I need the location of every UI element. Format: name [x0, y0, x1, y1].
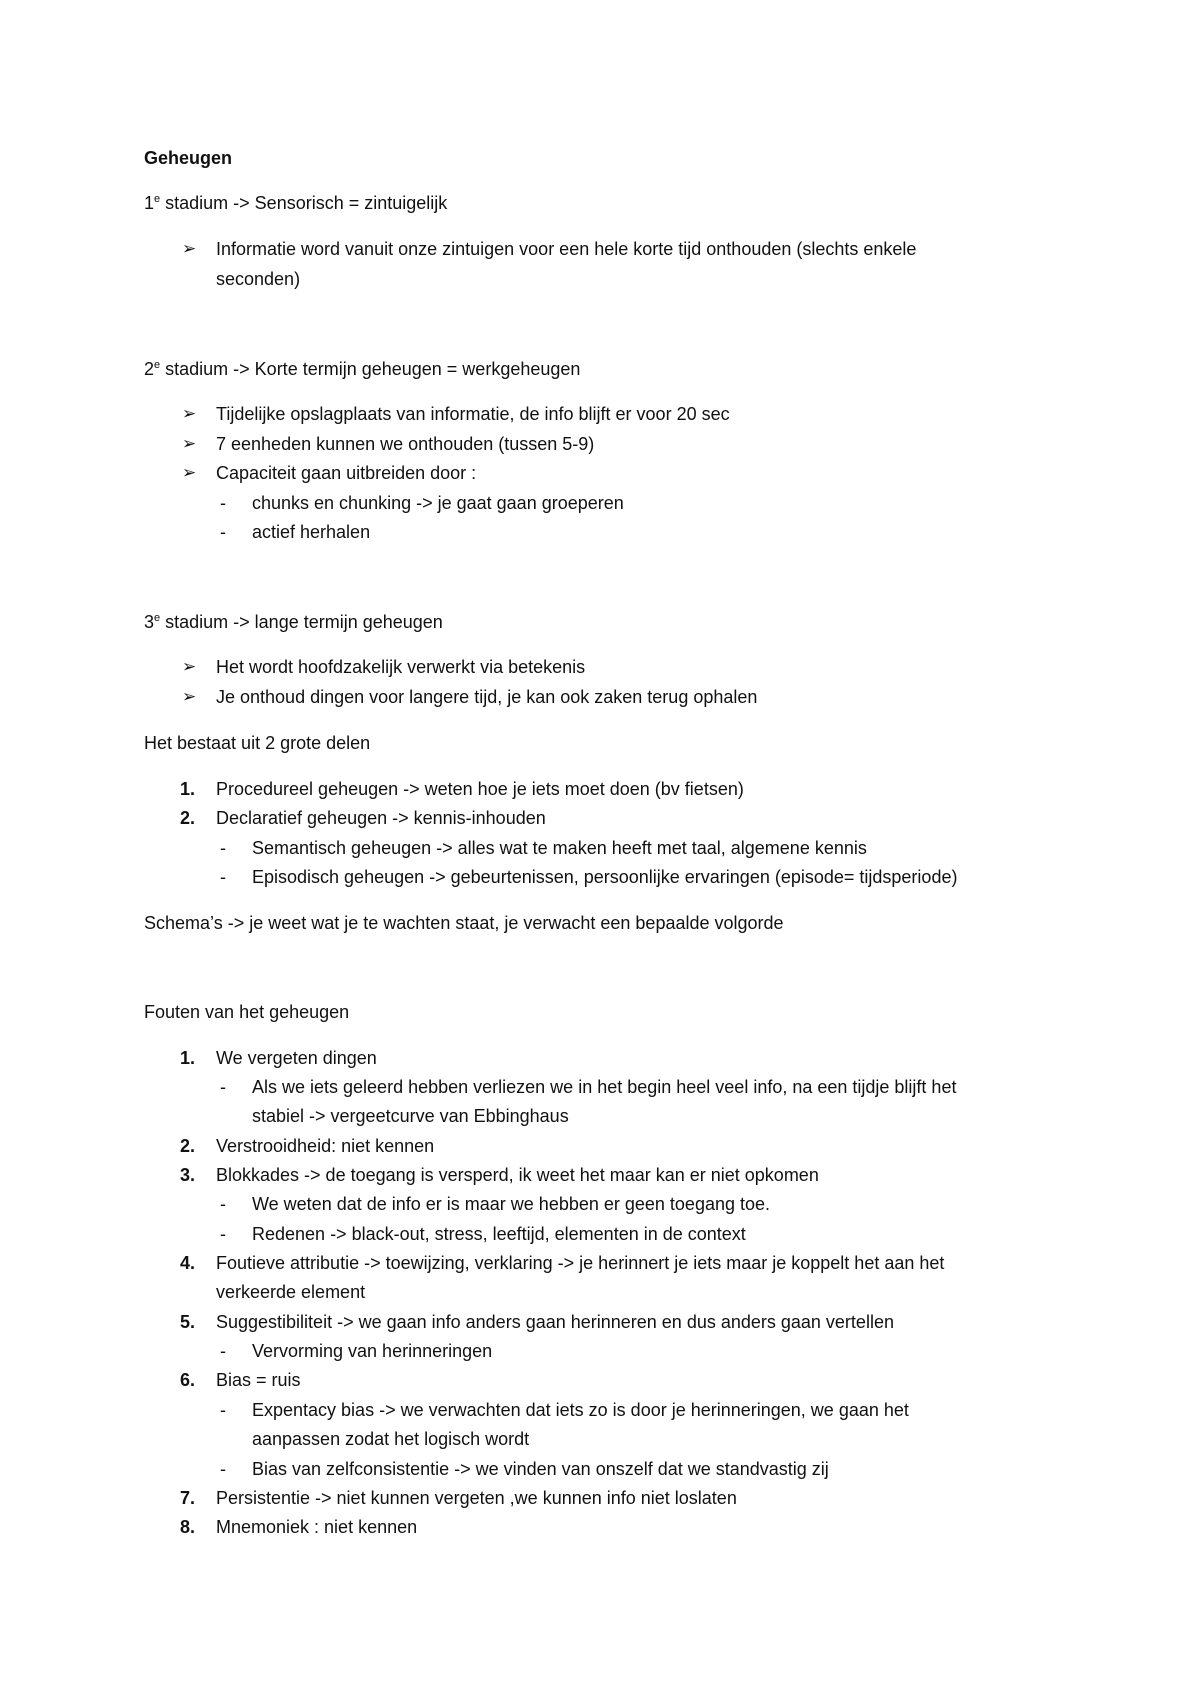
arrow-bullet-icon: ➢: [182, 657, 197, 676]
errors-dash-item: Vervorming van herinneringen: [252, 1341, 493, 1361]
stage2-superscript: e: [154, 359, 161, 371]
dash-bullet: -: [220, 493, 226, 513]
parts-dash-item: Episodisch geheugen -> gebeurtenissen, persoonlijke ervaringen (episode= tijdsperiode): [252, 867, 958, 887]
list-number: 7.: [180, 1488, 196, 1508]
list-number: 1.: [180, 779, 196, 799]
errors-dash-item: Expentacy bias -> we verwachten dat iets zo is door je herinneringen, we gaan het: [252, 1400, 909, 1420]
errors-item: We vergeten dingen: [216, 1048, 377, 1068]
dash-bullet: -: [220, 1194, 226, 1214]
dash-bullet: -: [220, 522, 226, 542]
errors-item: Persistentie -> niet kunnen vergeten ,we kunnen info niet loslaten: [216, 1488, 737, 1508]
dash-bullet: -: [220, 838, 226, 858]
stage3-heading: [144, 611, 443, 633]
dash-bullet: -: [220, 1400, 226, 1420]
stage3-superscript: e: [154, 612, 161, 624]
errors-item: Verstrooidheid: niet kennen: [216, 1136, 435, 1156]
stage3-bullet: Je onthoud dingen voor langere tijd, je kan ook zaken terug ophalen: [216, 687, 758, 707]
stage1-number: 1: [144, 193, 155, 213]
list-number: 1.: [180, 1048, 196, 1068]
errors-item: Foutieve attributie -> toewijzing, verklaring -> je herinnert je iets maar je koppelt het aan het: [216, 1253, 945, 1273]
stage1-bullet-line2: seconden): [216, 269, 301, 289]
dash-bullet: -: [220, 1077, 226, 1097]
parts-intro: Het bestaat uit 2 grote delen: [144, 733, 371, 753]
page-title: Geheugen: [144, 148, 233, 168]
list-number: 5.: [180, 1312, 196, 1332]
errors-dash-item-cont: aanpassen zodat het logisch wordt: [252, 1429, 530, 1449]
stage3-bullet: Het wordt hoofdzakelijk verwerkt via betekenis: [216, 657, 586, 677]
errors-item: Blokkades -> de toegang is versperd, ik weet het maar kan er niet opkomen: [216, 1165, 819, 1185]
dash-bullet: -: [220, 1224, 226, 1244]
errors-item: Bias = ruis: [216, 1370, 301, 1390]
stage2-bullet: 7 eenheden kunnen we onthouden (tussen 5-9): [216, 434, 595, 454]
stage2-number: 2: [144, 359, 155, 379]
arrow-bullet-icon: ➢: [182, 404, 197, 423]
list-number: 8.: [180, 1517, 196, 1537]
list-number: 3.: [180, 1165, 196, 1185]
errors-item: Suggestibiliteit -> we gaan info anders gaan herinneren en dus anders gaan vertellen: [216, 1312, 894, 1332]
list-number: 2.: [180, 808, 196, 828]
errors-heading: Fouten van het geheugen: [144, 1002, 350, 1022]
stage2-bullet: Capaciteit gaan uitbreiden door :: [216, 463, 477, 483]
stage1-superscript: e: [154, 193, 161, 205]
errors-dash-item: Bias van zelfconsistentie -> we vinden van onszelf dat we standvastig zij: [252, 1459, 829, 1479]
list-number: 6.: [180, 1370, 196, 1390]
stage3-number: 3: [144, 612, 155, 632]
dash-bullet: -: [220, 1459, 226, 1479]
stage1-bullet-line1: Informatie word vanuit onze zintuigen voor een hele korte tijd onthouden (slechts enkele: [216, 239, 917, 259]
arrow-bullet-icon: ➢: [182, 434, 197, 453]
dash-bullet: -: [220, 1341, 226, 1361]
dash-bullet: -: [220, 867, 226, 887]
parts-dash-item: Semantisch geheugen -> alles wat te maken heeft met taal, algemene kennis: [252, 838, 867, 858]
arrow-bullet-icon: ➢: [182, 687, 197, 706]
errors-dash-item: Als we iets geleerd hebben verliezen we in het begin heel veel info, na een tijdje blijft het: [252, 1077, 957, 1097]
errors-dash-item-cont: stabiel -> vergeetcurve van Ebbinghaus: [252, 1106, 569, 1126]
schemas-line: Schema’s -> je weet wat je te wachten staat, je verwacht een bepaalde volgorde: [144, 913, 784, 933]
list-number: 2.: [180, 1136, 196, 1156]
stage1-text: stadium -> Sensorisch = zintuigelijk: [160, 193, 448, 213]
stage2-dash-item: actief herhalen: [252, 522, 371, 542]
stage3-text: stadium -> lange termijn geheugen: [160, 612, 443, 632]
errors-item: Mnemoniek : niet kennen: [216, 1517, 418, 1537]
stage2-text: stadium -> Korte termijn geheugen = werkgeheugen: [160, 359, 581, 379]
stage2-dash-item: chunks en chunking -> je gaat gaan groeperen: [252, 493, 624, 513]
arrow-bullet-icon: ➢: [182, 463, 197, 482]
arrow-bullet-icon: ➢: [182, 239, 197, 258]
parts-item: Procedureel geheugen -> weten hoe je iets moet doen (bv fietsen): [216, 779, 744, 799]
stage2-heading: [144, 358, 580, 380]
stage2-bullet: Tijdelijke opslagplaats van informatie, de info blijft er voor 20 sec: [216, 404, 730, 424]
stage1-heading: [144, 192, 447, 214]
errors-dash-item: Redenen -> black-out, stress, leeftijd, elementen in de context: [252, 1224, 746, 1244]
list-number: 4.: [180, 1253, 196, 1273]
errors-dash-item: We weten dat de info er is maar we hebben er geen toegang toe.: [252, 1194, 771, 1214]
errors-item-cont: verkeerde element: [216, 1282, 366, 1302]
parts-item: Declaratief geheugen -> kennis-inhouden: [216, 808, 546, 828]
